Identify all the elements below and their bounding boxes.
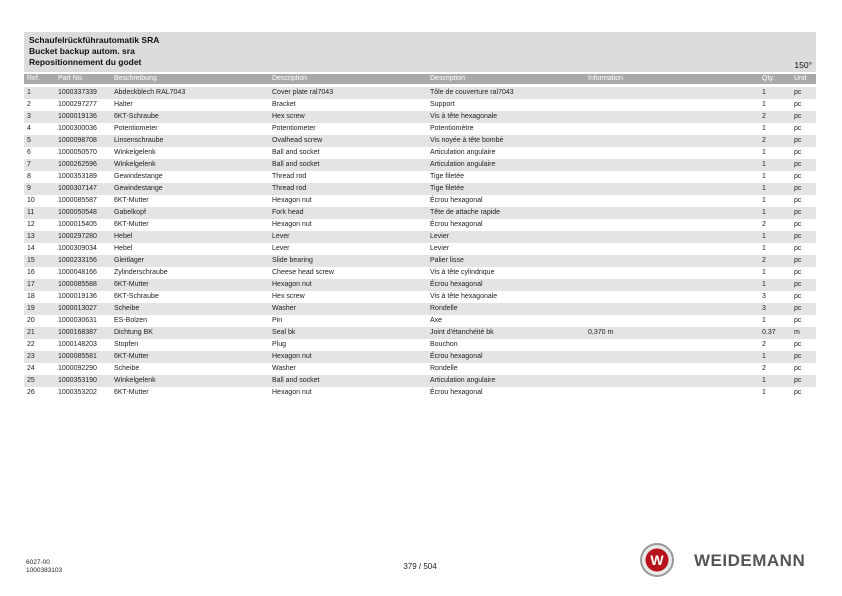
row-description-en: Pin	[272, 317, 283, 324]
row-part-no: 1000262596	[58, 161, 97, 168]
row-ref: 16	[27, 269, 35, 276]
row-part-no: 1000085588	[58, 281, 97, 288]
col-description-en: Description	[272, 75, 308, 82]
row-beschreibung: 6KT-Mutter	[114, 197, 149, 204]
row-description-en: Hexagon nut	[272, 389, 312, 396]
row-part-no: 1000307147	[58, 185, 97, 192]
row-ref: 22	[27, 341, 35, 348]
row-description-en: Seal bk	[272, 329, 296, 336]
row-qty: 1	[762, 317, 766, 324]
row-ref: 26	[27, 389, 35, 396]
row-description-fr: Joint d'étanchéité bk	[430, 329, 494, 336]
row-description-en: Fork head	[272, 209, 304, 216]
row-unit: pc	[794, 317, 802, 324]
table-row	[24, 315, 816, 327]
row-description-fr: Articulation angulaire	[430, 377, 496, 384]
table-row	[24, 303, 816, 315]
row-description-en: Hex screw	[272, 293, 305, 300]
row-description-fr: Levier	[430, 245, 450, 252]
row-unit: pc	[794, 293, 802, 300]
row-description-fr: Palier lisse	[430, 257, 464, 264]
row-qty: 1	[762, 89, 766, 96]
row-ref: 14	[27, 245, 35, 252]
row-ref: 19	[27, 305, 35, 312]
row-beschreibung: 6KT-Mutter	[114, 221, 149, 228]
table-row	[24, 219, 816, 231]
row-part-no: 1000019136	[58, 293, 97, 300]
col-qty: Qty.	[762, 75, 775, 82]
row-description-en: Hexagon nut	[272, 197, 312, 204]
row-ref: 1	[27, 89, 31, 96]
row-description-en: Hexagon nut	[272, 221, 312, 228]
row-beschreibung: Dichtung BK	[114, 329, 153, 336]
row-qty: 1	[762, 377, 766, 384]
row-part-no: 1000297280	[58, 233, 97, 240]
row-description-fr: Tôle de couverture ral7043	[430, 89, 514, 96]
table-row	[24, 159, 816, 171]
row-description-fr: Potentiomètre	[430, 125, 474, 132]
row-part-no: 1000048166	[58, 269, 97, 276]
table-row	[24, 291, 816, 303]
row-beschreibung: Stopfen	[114, 341, 139, 348]
row-beschreibung: Gewindestange	[114, 173, 163, 180]
table-row	[24, 135, 816, 147]
row-beschreibung: Scheibe	[114, 305, 140, 312]
row-qty: 1	[762, 161, 766, 168]
row-part-no: 1000030631	[58, 317, 97, 324]
row-ref: 3	[27, 113, 31, 120]
row-part-no: 1000353189	[58, 173, 97, 180]
row-ref: 13	[27, 233, 35, 240]
row-unit: pc	[794, 353, 802, 360]
row-beschreibung: ES-Bolzen	[114, 317, 148, 324]
row-ref: 24	[27, 365, 35, 372]
row-ref: 17	[27, 281, 35, 288]
row-description-fr: Bouchon	[430, 341, 458, 348]
table-row	[24, 363, 816, 375]
row-qty: 2	[762, 113, 766, 120]
row-part-no: 1000148203	[58, 341, 97, 348]
row-unit: pc	[794, 125, 802, 132]
row-description-fr: Vis à tête hexagonale	[430, 293, 498, 300]
row-part-no: 1000050570	[58, 149, 97, 156]
table-row	[24, 87, 816, 99]
row-description-en: Thread rod	[272, 185, 307, 192]
row-unit: pc	[794, 149, 802, 156]
col-information: Information	[588, 75, 624, 82]
row-description-en: Lever	[272, 245, 290, 252]
row-ref: 8	[27, 173, 31, 180]
table-row	[24, 147, 816, 159]
row-beschreibung: Hebel	[114, 245, 133, 252]
row-ref: 7	[27, 161, 31, 168]
row-ref: 15	[27, 257, 35, 264]
row-part-no: 1000013027	[58, 305, 97, 312]
col-part-no: Part No.	[58, 75, 84, 82]
row-qty: 2	[762, 137, 766, 144]
row-qty: 1	[762, 389, 766, 396]
row-unit: pc	[794, 233, 802, 240]
row-qty: 1	[762, 245, 766, 252]
row-unit: pc	[794, 341, 802, 348]
table-row	[24, 243, 816, 255]
row-part-no: 1000300036	[58, 125, 97, 132]
footer-codes	[26, 559, 62, 575]
row-description-en: Hex screw	[272, 113, 305, 120]
row-beschreibung: 6KT-Schraube	[114, 113, 159, 120]
row-beschreibung: Abdeckblech RAL7043	[114, 89, 186, 96]
row-description-fr: Rondelle	[430, 305, 458, 312]
brand-name: WEIDEMANN	[694, 551, 806, 570]
row-part-no: 1000337339	[58, 89, 97, 96]
row-qty: 0.37	[762, 329, 776, 336]
row-unit: pc	[794, 161, 802, 168]
row-beschreibung: Potentiometer	[114, 125, 158, 132]
row-unit: pc	[794, 101, 802, 108]
row-description-en: Ball and socket	[272, 377, 320, 384]
col-beschreibung: Beschreibung	[114, 75, 157, 82]
row-ref: 20	[27, 317, 35, 324]
row-part-no: 1000015405	[58, 221, 97, 228]
row-unit: pc	[794, 209, 802, 216]
page-number: 379 / 504	[403, 562, 437, 571]
row-description-fr: Tige filetée	[430, 173, 464, 180]
row-ref: 25	[27, 377, 35, 384]
row-ref: 4	[27, 125, 31, 132]
row-description-fr: Tête de attache rapide	[430, 209, 501, 216]
row-part-no: 1000353202	[58, 389, 97, 396]
row-description-en: Cover plate ral7043	[272, 89, 334, 96]
row-description-fr: Écrou hexagonal	[430, 389, 483, 396]
row-ref: 6	[27, 149, 31, 156]
row-unit: pc	[794, 185, 802, 192]
row-description-fr: Vis noyée à tête bombé	[430, 137, 504, 144]
row-description-en: Washer	[272, 305, 296, 312]
col-unit: Unit	[794, 75, 807, 82]
row-unit: pc	[794, 245, 802, 252]
row-qty: 1	[762, 197, 766, 204]
row-qty: 1	[762, 173, 766, 180]
row-qty: 2	[762, 365, 766, 372]
row-part-no: 1000309034	[58, 245, 97, 252]
row-beschreibung: Scheibe	[114, 365, 140, 372]
row-qty: 2	[762, 221, 766, 228]
row-beschreibung: Winkelgelenk	[114, 377, 156, 384]
row-part-no: 1000085581	[58, 353, 97, 360]
col-ref: Ref.	[27, 75, 40, 82]
row-unit: pc	[794, 137, 802, 144]
table-row	[24, 123, 816, 135]
row-unit: pc	[794, 389, 802, 396]
row-unit: m	[794, 329, 800, 336]
row-ref: 23	[27, 353, 35, 360]
row-qty: 3	[762, 293, 766, 300]
row-unit: pc	[794, 257, 802, 264]
table-row	[24, 207, 816, 219]
table-row	[24, 111, 816, 123]
table-row	[24, 231, 816, 243]
row-unit: pc	[794, 269, 802, 276]
row-ref: 21	[27, 329, 35, 336]
row-qty: 1	[762, 353, 766, 360]
table-row	[24, 195, 816, 207]
row-qty: 1	[762, 185, 766, 192]
row-description-en: Potentiometer	[272, 125, 316, 132]
row-description-en: Hexagon nut	[272, 281, 312, 288]
row-description-fr: Articulation angulaire	[430, 149, 496, 156]
row-beschreibung: Gleitlager	[114, 257, 144, 264]
row-description-en: Plug	[272, 341, 287, 348]
row-ref: 18	[27, 293, 35, 300]
row-part-no: 1000050548	[58, 209, 97, 216]
row-beschreibung: Winkelgelenk	[114, 149, 156, 156]
row-description-en: Ball and socket	[272, 149, 320, 156]
row-beschreibung: Linsenschraube	[114, 137, 164, 144]
row-description-fr: Axe	[430, 317, 443, 324]
table-row	[24, 171, 816, 183]
svg-text:W: W	[650, 552, 664, 568]
row-unit: pc	[794, 113, 802, 120]
row-unit: pc	[794, 89, 802, 96]
row-beschreibung: 6KT-Mutter	[114, 389, 149, 396]
table-row	[24, 387, 816, 399]
table-row	[24, 267, 816, 279]
row-unit: pc	[794, 173, 802, 180]
row-part-no: 1000353190	[58, 377, 97, 384]
table-row	[24, 327, 816, 339]
row-qty: 1	[762, 269, 766, 276]
row-description-fr: Vis à tête hexagonale	[430, 113, 498, 120]
row-ref: 10	[27, 197, 35, 204]
row-ref: 2	[27, 101, 31, 108]
table-row	[24, 279, 816, 291]
row-ref: 9	[27, 185, 31, 192]
row-description-fr: Vis à tête cylindrique	[430, 269, 495, 276]
row-description-fr: Levier	[430, 233, 450, 240]
row-beschreibung: Halter	[114, 101, 133, 108]
row-unit: pc	[794, 365, 802, 372]
row-qty: 1	[762, 233, 766, 240]
row-description-fr: Articulation angulaire	[430, 161, 496, 168]
title-german: Schaufelrückführautomatik SRA	[29, 35, 160, 45]
row-beschreibung: Gabelkopf	[114, 209, 146, 216]
row-beschreibung: Hebel	[114, 233, 133, 240]
row-description-fr: Écrou hexagonal	[430, 353, 483, 360]
row-description-en: Washer	[272, 365, 296, 372]
row-qty: 1	[762, 149, 766, 156]
row-description-en: Ball and socket	[272, 161, 320, 168]
row-qty: 1	[762, 209, 766, 216]
row-description-fr: Écrou hexagonal	[430, 281, 483, 288]
title-french: Repositionnement du godet	[29, 57, 142, 67]
row-qty: 1	[762, 281, 766, 288]
weidemann-logo-icon	[640, 543, 674, 577]
title-english: Bucket backup autom. sra	[29, 46, 135, 56]
row-ref: 5	[27, 137, 31, 144]
footer-code-2: 1000383103	[26, 567, 63, 574]
section-code: 150°	[794, 60, 812, 70]
row-description-en: Bracket	[272, 101, 296, 108]
row-part-no: 1000297277	[58, 101, 97, 108]
row-part-no: 1000168387	[58, 329, 97, 336]
row-unit: pc	[794, 221, 802, 228]
row-part-no: 1000092290	[58, 365, 97, 372]
row-description-en: Lever	[272, 233, 290, 240]
row-description-en: Ovalhead screw	[272, 137, 323, 144]
row-part-no: 1000085587	[58, 197, 97, 204]
row-description-fr: Support	[430, 101, 455, 108]
col-description-fr: Description	[430, 75, 466, 82]
row-unit: pc	[794, 281, 802, 288]
row-ref: 12	[27, 221, 35, 228]
row-qty: 3	[762, 305, 766, 312]
row-information: 0,370 m	[588, 329, 614, 336]
row-beschreibung: Zylinderschraube	[114, 269, 168, 276]
catalog-header	[24, 32, 816, 72]
row-qty: 1	[762, 101, 766, 108]
row-description-fr: Rondelle	[430, 365, 458, 372]
row-part-no: 1000233156	[58, 257, 97, 264]
table-header	[24, 74, 816, 84]
row-description-fr: Écrou hexagonal	[430, 221, 483, 228]
row-unit: pc	[794, 305, 802, 312]
row-description-en: Hexagon nut	[272, 353, 312, 360]
table-row	[24, 183, 816, 195]
table-row	[24, 255, 816, 267]
row-beschreibung: Winkelgelenk	[114, 161, 156, 168]
row-beschreibung: 6KT-Mutter	[114, 281, 149, 288]
table-row	[24, 99, 816, 111]
table-row	[24, 351, 816, 363]
row-description-en: Thread rod	[272, 173, 307, 180]
row-qty: 2	[762, 257, 766, 264]
row-beschreibung: 6KT-Mutter	[114, 353, 149, 360]
row-description-en: Slide bearing	[272, 257, 313, 264]
row-ref: 11	[27, 209, 35, 216]
row-qty: 1	[762, 125, 766, 132]
parts-table	[24, 87, 816, 399]
row-part-no: 1000019136	[58, 113, 97, 120]
row-unit: pc	[794, 377, 802, 384]
footer-code-1: 6027-00	[26, 559, 50, 566]
table-row	[24, 375, 816, 387]
row-beschreibung: 6KT-Schraube	[114, 293, 159, 300]
row-unit: pc	[794, 197, 802, 204]
row-description-en: Cheese head screw	[272, 269, 334, 276]
row-description-fr: Écrou hexagonal	[430, 197, 483, 204]
table-row	[24, 339, 816, 351]
row-part-no: 1000098708	[58, 137, 97, 144]
row-description-fr: Tige filetée	[430, 185, 464, 192]
row-qty: 2	[762, 341, 766, 348]
row-beschreibung: Gewindestange	[114, 185, 163, 192]
